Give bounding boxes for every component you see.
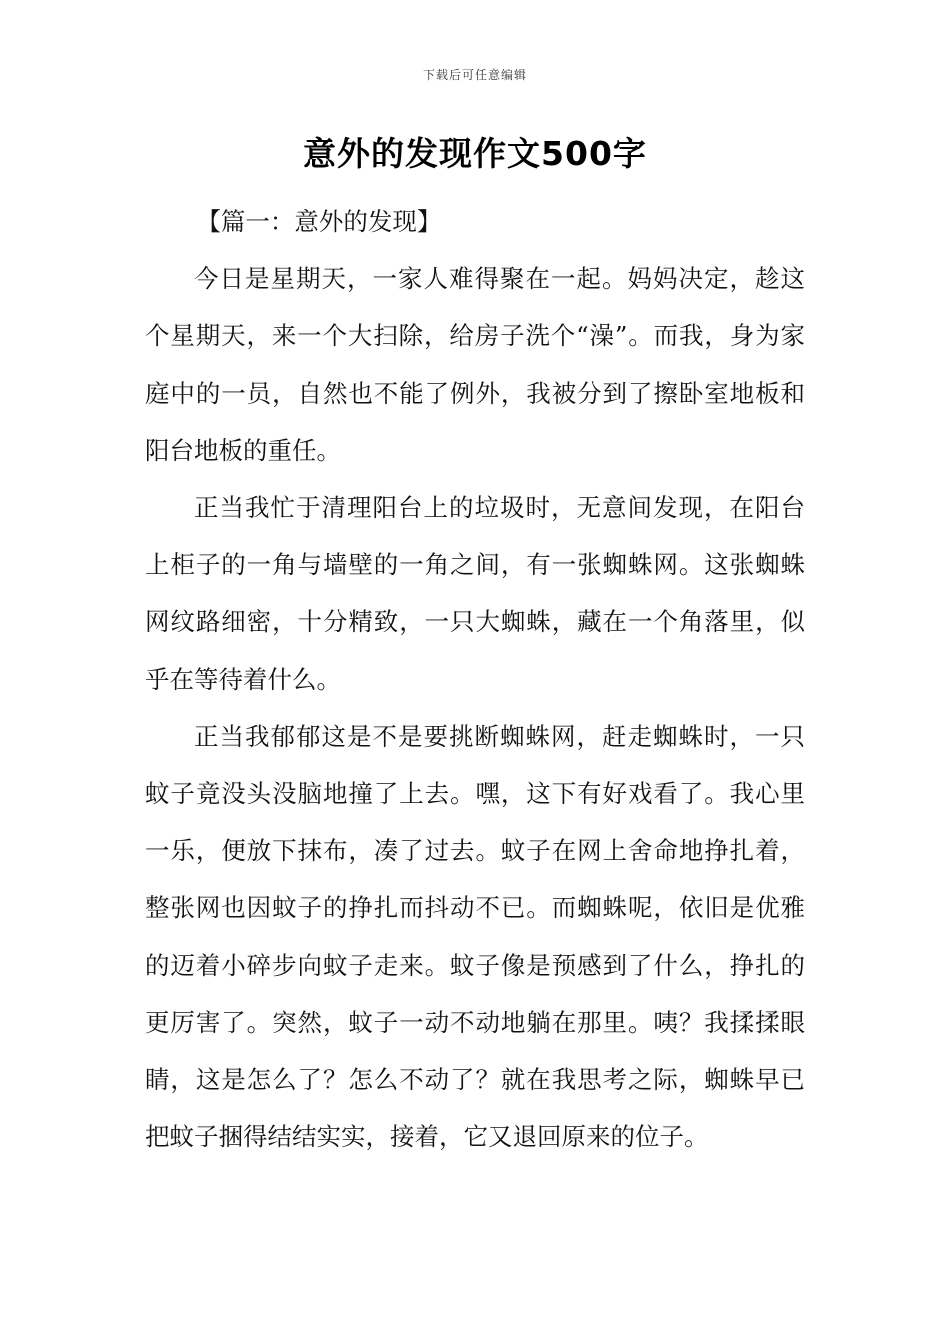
document-title: 意外的发现作文500字: [303, 134, 647, 173]
section-heading: 【篇一：意外的发现】: [196, 207, 442, 236]
paragraph: 今日是星期天，一家人难得聚在一起。妈妈决定，趁这个星期天，来一个大扫除，给房子洗个“澡”。而我，身为家庭中的一员，自然也不能了例外，我被分到了擦卧室地板和阳台地板的重任。: [145, 264, 805, 465]
paragraph: 正当我忙于清理阳台上的垃圾时，无意间发现，在阳台上柜子的一角与墙壁的一角之间，有一张蜘蛛网。这张蜘蛛网纹路细密，十分精致，一只大蜘蛛，藏在一个角落里，似乎在等待着什么。: [145, 493, 805, 694]
paragraph: 正当我郁郁这是不是要挑断蜘蛛网，赶走蜘蛛时，一只蚊子竟没头没脑地撞了上去。嘿，这下有好戏看了。我心里一乐，便放下抹布，凑了过去。蚊子在网上舍命地挣扎着，整张网也因蚊子的挣扎而抖动不已。而蜘蛛呢，依旧是优雅的迈着小碎步向蚊子走来。蚊子像是预感到了什么，挣扎的更厉害了。突然，蚊子一动不动地躺在那里。咦？我揉揉眼睛，这是怎么了？怎么不动了？就在我思考之际，蜘蛛早已把蚊子捆得结结实实，接着，它又退回原来的位子。: [145, 721, 805, 1152]
document-body: [145, 193, 805, 1165]
header-note: 下载后可任意编辑: [422, 68, 527, 82]
